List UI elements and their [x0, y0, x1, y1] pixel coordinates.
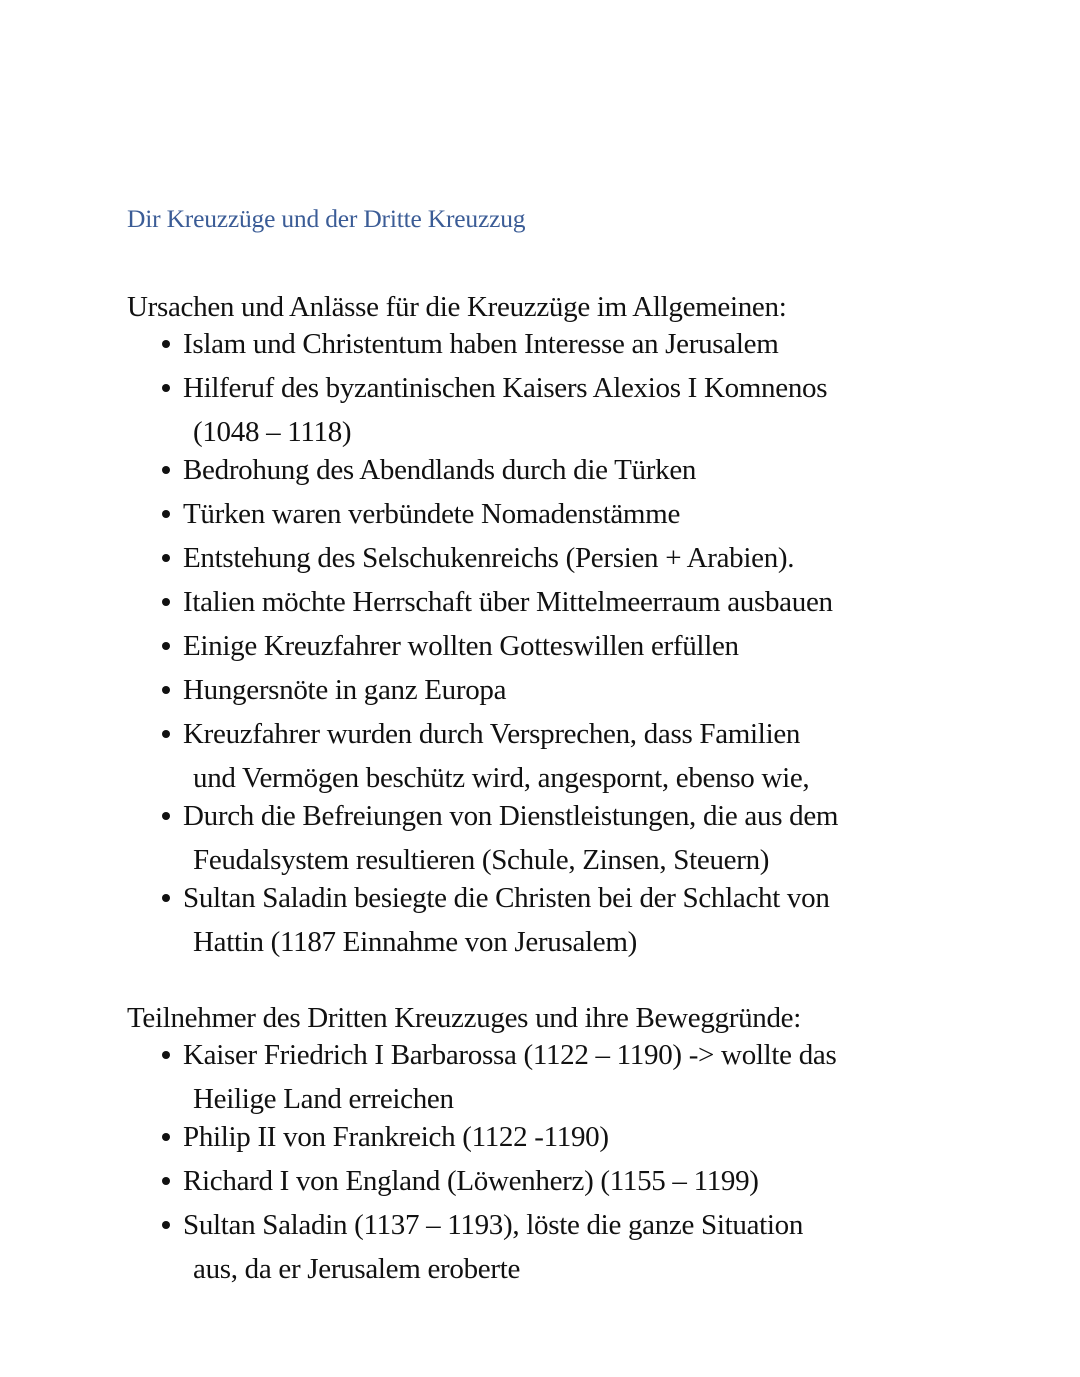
- bullet-icon: [162, 340, 170, 348]
- bullet-list: [127, 1036, 836, 1288]
- bullet-icon: [162, 894, 170, 902]
- list-item: [127, 1118, 836, 1162]
- bullet-icon: [162, 1051, 170, 1059]
- bullet-icon: [162, 730, 170, 738]
- list-item-text-continuation: aus, da er Jerusalem eroberte: [193, 1253, 521, 1285]
- list-item-text: Bedrohung des Abendlands durch die Türken: [183, 454, 697, 486]
- bullet-icon: [162, 466, 170, 474]
- bullet-icon: [162, 384, 170, 392]
- list-item-text-continuation: Feudalsystem resultieren (Schule, Zinsen, Steuern): [193, 844, 770, 876]
- bullet-list: [127, 325, 838, 961]
- list-item-text-continuation: Hattin (1187 Einnahme von Jerusalem): [193, 926, 637, 958]
- bullet-icon: [162, 1133, 170, 1141]
- list-item-text: Italien möchte Herrschaft über Mittelmeerraum ausbauen: [183, 586, 833, 618]
- section-heading: Teilnehmer des Dritten Kreuzzuges und ihre Beweggründe:: [127, 1002, 802, 1034]
- list-item-text: Islam und Christentum haben Interesse an Jerusalem: [183, 328, 779, 360]
- list-item: [127, 627, 838, 671]
- list-item-text: Kreuzfahrer wurden durch Versprechen, dass Familien: [183, 718, 801, 750]
- bullet-icon: [162, 812, 170, 820]
- list-item: [127, 1206, 836, 1288]
- list-item-text: Türken waren verbündete Nomadenstämme: [183, 498, 681, 530]
- list-item: [127, 671, 838, 715]
- list-item: [127, 1036, 836, 1118]
- bullet-icon: [162, 642, 170, 650]
- bullet-icon: [162, 1177, 170, 1185]
- list-item: [127, 879, 838, 961]
- list-item-text-continuation: (1048 – 1118): [193, 416, 352, 448]
- list-item-text: Philip II von Frankreich (1122 -1190): [183, 1121, 609, 1153]
- list-item: [127, 1162, 836, 1206]
- list-item-text-continuation: und Vermögen beschütz wird, angespornt, ebenso wie,: [193, 762, 810, 794]
- bullet-icon: [162, 554, 170, 562]
- section-causes: [127, 289, 838, 961]
- list-item-text: Sultan Saladin besiegte die Christen bei der Schlacht von: [183, 882, 830, 914]
- bullet-icon: [162, 510, 170, 518]
- list-item: [127, 539, 838, 583]
- list-item-text: Einige Kreuzfahrer wollten Gotteswillen erfüllen: [183, 630, 739, 662]
- list-item: [127, 583, 838, 627]
- bullet-icon: [162, 598, 170, 606]
- list-item-text: Hungersnöte in ganz Europa: [183, 674, 507, 706]
- list-item-text: Durch die Befreiungen von Dienstleistungen, die aus dem: [183, 800, 839, 832]
- list-item: [127, 451, 838, 495]
- list-item: [127, 495, 838, 539]
- list-item: [127, 715, 838, 797]
- list-item-text: Entstehung des Selschukenreichs (Persien + Arabien).: [183, 542, 795, 574]
- list-item-text: Hilferuf des byzantinischen Kaisers Alexios I Komnenos: [183, 372, 828, 404]
- bullet-icon: [162, 686, 170, 694]
- list-item: [127, 369, 838, 451]
- bullet-icon: [162, 1221, 170, 1229]
- section-participants: [127, 1000, 836, 1288]
- list-item: [127, 325, 838, 369]
- list-item-text: Richard I von England (Löwenherz) (1155 – 1199): [183, 1165, 759, 1197]
- section-heading: Ursachen und Anlässe für die Kreuzzüge im Allgemeinen:: [127, 291, 787, 323]
- list-item-text: Sultan Saladin (1137 – 1193), löste die ganze Situation: [183, 1209, 804, 1241]
- list-item-text-continuation: Heilige Land erreichen: [193, 1083, 454, 1115]
- list-item: [127, 797, 838, 879]
- document-title: Dir Kreuzzüge und der Dritte Kreuzzug: [127, 204, 526, 233]
- list-item-text: Kaiser Friedrich I Barbarossa (1122 – 1190) -> wollte das: [183, 1039, 837, 1071]
